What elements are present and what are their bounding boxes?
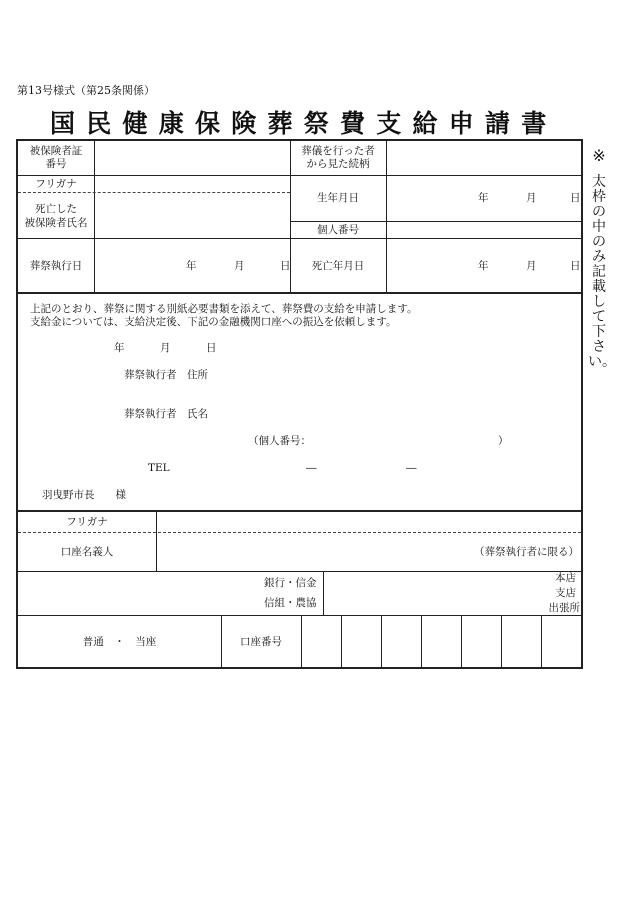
applicant-name-label: 葬祭執行者 氏名: [124, 408, 208, 420]
birth-day-unit: 日: [570, 192, 581, 204]
birth-month-unit: 月: [526, 192, 537, 204]
insured-number-label-2: 番号: [45, 158, 67, 170]
account-type-label[interactable]: 普通 ・ 当座: [82, 636, 157, 648]
branch-name-field[interactable]: [324, 572, 544, 615]
applicant-personal-number-field[interactable]: [318, 432, 498, 450]
personal-number-field[interactable]: [387, 222, 581, 238]
account-digit-4[interactable]: [422, 616, 461, 667]
statement-line-2: 支給金については、支給決定後、下記の金融機関口座への振込を依頼します。: [30, 316, 397, 328]
bank-furigana-label: フリガナ: [66, 516, 108, 528]
deceased-furigana-field[interactable]: [95, 176, 290, 192]
account-digit-6[interactable]: [502, 616, 541, 667]
account-holder-label: 口座名義人: [60, 546, 114, 558]
death-day-unit: 日: [570, 260, 581, 272]
birth-date-label: 生年月日: [317, 192, 359, 204]
branch-type-1: 本店: [555, 572, 576, 584]
birth-year-unit: 年: [478, 192, 489, 204]
funeral-day-unit: 日: [280, 260, 291, 272]
relation-field[interactable]: [387, 141, 581, 175]
death-month-unit: 月: [526, 260, 537, 272]
insured-number-field[interactable]: [95, 141, 290, 175]
personal-number-label: 個人番号: [317, 224, 359, 236]
funeral-month-unit: 月: [234, 260, 245, 272]
account-digit-3[interactable]: [382, 616, 421, 667]
applicant-address-label: 葬祭執行者 住所: [124, 369, 208, 381]
application-year-unit: 年: [114, 342, 125, 354]
deceased-name-field[interactable]: [95, 193, 290, 238]
bank-type-1: 銀行・信金: [264, 577, 317, 589]
applicant-personal-number-close: ）: [498, 435, 509, 447]
branch-type-2: 支店: [555, 587, 576, 599]
bank-name-field[interactable]: [18, 572, 258, 615]
funeral-year-unit: 年: [186, 260, 197, 272]
tel-dash-2: ―: [406, 462, 417, 474]
relation-label-1: 葬儀を行った者: [301, 145, 375, 157]
account-digit-5[interactable]: [462, 616, 501, 667]
recipient-label: 羽曳野市長 様: [42, 489, 126, 501]
side-note: [588, 146, 616, 370]
statement-line-1: 上記のとおり、葬祭に関する別紙必要書類を添えて、葬祭費の支給を申請します。: [30, 303, 418, 315]
page-title: 国民健康保険葬祭費支給申請書: [50, 109, 558, 138]
application-form-frame: [16, 139, 583, 669]
note-mark-icon: ※: [592, 146, 606, 165]
bank-furigana-field[interactable]: [157, 512, 581, 532]
tel-label: TEL: [148, 462, 170, 474]
account-digit-1[interactable]: [302, 616, 341, 667]
deceased-label-2: 被保険者氏名: [24, 217, 88, 229]
form-code: 第13号様式（第25条関係）: [17, 84, 155, 97]
account-digit-7[interactable]: [542, 616, 581, 667]
deceased-label-1: 死亡した: [35, 203, 77, 215]
branch-type-3: 出張所: [548, 602, 580, 614]
applicant-personal-number-open: （個人番号：: [248, 435, 311, 447]
relation-label-2: から見た続柄: [306, 158, 370, 170]
death-year-unit: 年: [478, 260, 489, 272]
furigana-label: フリガナ: [35, 178, 77, 190]
section-divider: [18, 292, 581, 294]
funeral-date-label: 葬祭執行日: [29, 260, 83, 272]
applicant-name-field[interactable]: [218, 404, 558, 424]
tel-dash-1: ―: [306, 462, 317, 474]
death-date-label: 死亡年月日: [311, 260, 365, 272]
applicant-address-field[interactable]: [218, 365, 558, 385]
bank-type-2: 信組・農協: [264, 597, 317, 609]
insured-number-label-1: 被保険者証: [29, 145, 83, 157]
account-holder-field[interactable]: [157, 533, 457, 571]
application-month-unit: 月: [160, 342, 171, 354]
holder-note: （葬祭執行者に限る）: [474, 546, 579, 558]
account-number-label: 口座番号: [240, 636, 282, 648]
application-day-unit: 日: [206, 342, 217, 354]
account-digit-2[interactable]: [342, 616, 381, 667]
side-note-text: 太枠の中のみ記載して下さい。: [588, 174, 616, 370]
